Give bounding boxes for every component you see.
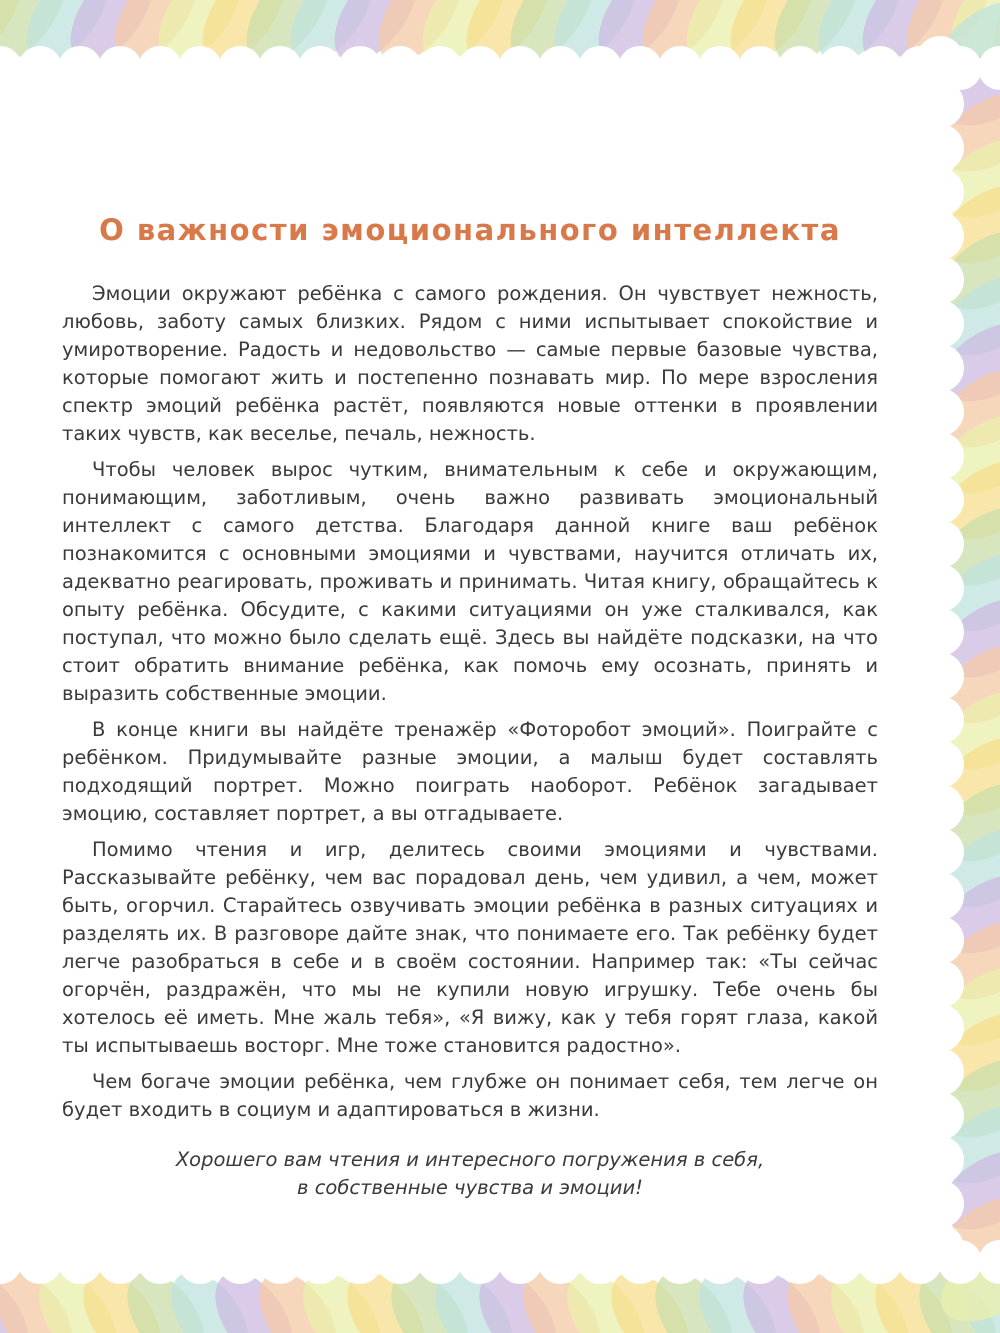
page-content [62,208,878,1202]
closing-line-1: Хорошего вам чтения и интересного погружения в себя, [175,1148,765,1171]
paragraph-development: Чтобы человек вырос чутким, внимательным к себе и окружающим, понимающим, заботливым, очень важно развивать эмоциональный интеллект с самого детства. Благодаря данной книге ваш ребёнок познакомится с основными эмоциями и чувствами, научится отличать их, адекватно реагировать, проживать и принимать. Читая книгу, обращайтесь к опыту ребёнка. Обсудите, с какими ситуациями он уже сталкивался, как поступал, что можно было сделать ещё. Здесь вы найдёте подсказки, на что стоит обратить внимание ребёнка, как помочь ему осознать, принять и выразить собственные эмоции. [62,458,878,705]
paragraph-trainer: В конце книги вы найдёте тренажёр «Фоторобот эмоций». Поиграйте с ребёнком. Придумывайте разные эмоции, а малыш будет составлять подходящий портрет. Можно поиграть наоборот. Ребёнок загадывает эмоцию, составляет портрет, а вы отгадываете. [62,718,878,825]
paragraph-sharing: Помимо чтения и игр, делитесь своими эмоциями и чувствами. Рассказывайте ребёнку, чем вас порадовал день, чем удивил, а чем, может быть, огорчил. Старайтесь озвучивать эмоции ребёнка в разных ситуациях и разделять их. В разговоре дайте знак, что понимаете его. Так ребёнку будет легче разобраться в себе и в своём состоянии. Например так: «Ты сейчас огорчён, раздражён, что мы не купили новую игрушку. Тебе очень бы хотелось её иметь. Мне жаль тебя», «Я вижу, как у тебя горят глаза, какой ты испытываешь восторг. Мне тоже становится радостно». [62,838,878,1057]
page-title: О важности эмоционального интеллекта [99,213,841,247]
paragraph-intro: Эмоции окружают ребёнка с самого рождения. Он чувствует нежность, любовь, заботу самых близких. Рядом с ними испытывает спокойствие и умиротворение. Радость и недовольство — самые первые базовые чувства, которые помогают жить и постепенно познавать мир. По мере взросления спектр эмоций ребёнка растёт, появляются новые оттенки в проявлении таких чувств, как веселье, печаль, нежность. [62,282,878,445]
closing-line-2: в собственные чувства и эмоции! [297,1176,643,1199]
paragraph-conclusion: Чем богаче эмоции ребёнка, чем глубже он понимает себя, тем легче он будет входить в социум и адаптироваться в жизни. [62,1070,878,1121]
closing-wish [62,1146,878,1202]
